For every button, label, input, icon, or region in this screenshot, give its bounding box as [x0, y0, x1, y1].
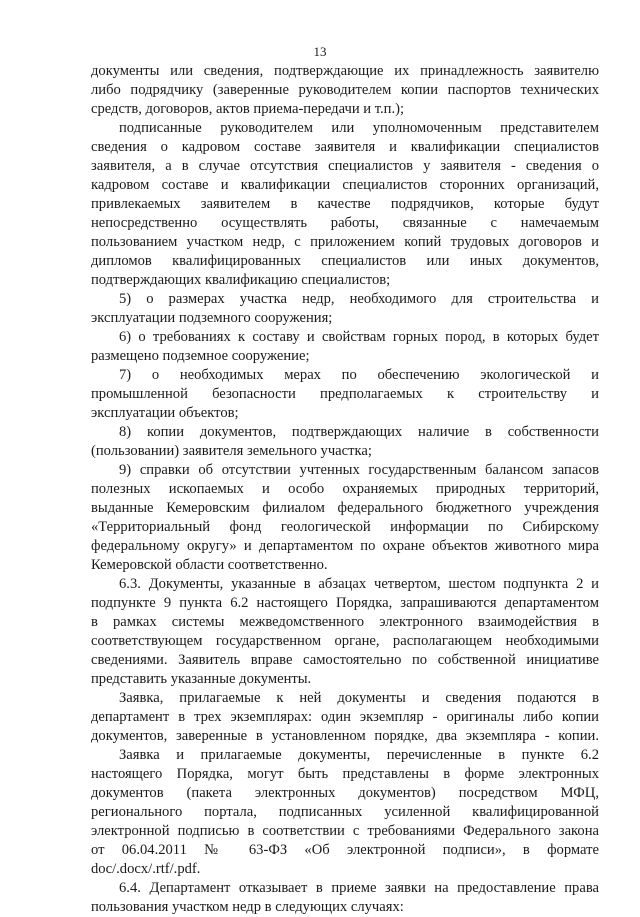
text-line: средств, договоров, актов приема-передачи и т.п.);	[91, 101, 405, 117]
text-line: заявителя, а в случае отсутствия специалистов у заявителя - сведения о	[91, 158, 599, 174]
page-number: 13	[313, 44, 327, 59]
text-line: пользованием участком недр, с приложением копий трудовых договоров и	[91, 234, 599, 250]
text-line: 9) справки об отсутствии учтенных государственным балансом запасов	[119, 462, 599, 478]
text-line: doc/.docx/.rtf/.pdf.	[91, 861, 201, 877]
text-line: эксплуатации объектов;	[91, 405, 239, 421]
text-line: пользования участком недр в следующих случаях:	[91, 899, 404, 915]
text-line: эксплуатации подземного сооружения;	[91, 310, 333, 326]
text-line: документов, заверенные в установленном порядке, два экземпляра - копии.	[91, 728, 599, 744]
text-line: Кемеровской области соответственно.	[91, 557, 328, 573]
text-line: 7) о необходимых мерах по обеспечению экологической и	[119, 367, 599, 383]
text-line: подпункте 9 пункта 6.2 настоящего Порядка, запрашиваются департаментом	[91, 595, 599, 611]
text-line: документов (пакета электронных документов) посредством МФЦ,	[91, 785, 599, 801]
text-line: регионального портала, подписанных усиленной квалифицированной	[91, 804, 599, 820]
text-line: сведения о кадровом составе заявителя и квалификации специалистов	[91, 139, 599, 155]
text-line: полезных ископаемых и особо охраняемых природных территорий,	[91, 481, 599, 497]
text-line: документы или сведения, подтверждающие их принадлежность заявителю	[91, 63, 599, 79]
text-line: Заявка, прилагаемые к ней документы и сведения подаются в	[119, 690, 599, 706]
text-line: 6) о требованиях к составу и свойствам горных пород, в которых будет	[119, 329, 599, 345]
text-line: (пользовании) заявителя земельного участка;	[91, 443, 372, 459]
text-line: «Территориальный фонд геологической информации по Сибирскому	[91, 519, 599, 535]
text-line: федеральному округу» и департаментом по охране объектов животного мира	[91, 538, 599, 554]
text-line: промышленной безопасности предполагаемых к строительству и	[91, 386, 599, 402]
text-line: привлекаемых заявителем в качестве подрядчиков, которые будут	[91, 196, 599, 212]
text-line: в рамках системы межведомственного электронного взаимодействия в	[91, 614, 599, 630]
text-line: размещено подземное сооружение;	[91, 348, 310, 364]
document-body	[91, 62, 599, 917]
text-line: Заявка и прилагаемые документы, перечисленные в пункте 6.2	[119, 747, 599, 763]
text-line: электронной подписью в соответствии с требованиями Федерального закона	[91, 823, 599, 839]
text-line: настоящего Порядка, могут быть представлены в форме электронных	[91, 766, 599, 782]
text-line: 6.4. Департамент отказывает в приеме заявки на предоставление права	[119, 880, 599, 896]
text-line: непосредственно осуществлять работы, связанные с намечаемым	[91, 215, 599, 231]
text-line: подписанные руководителем или уполномоченным представителем	[119, 120, 599, 136]
text-line: соответствующем государственном органе, располагающем необходимыми	[91, 633, 599, 649]
text-line: выданные Кемеровским филиалом федерального бюджетного учреждения	[91, 500, 599, 516]
text-line: департамент в трех экземплярах: один экземпляр - оригиналы либо копии	[91, 709, 599, 725]
text-line: дипломов квалифицированных специалистов или иных документов,	[91, 253, 599, 269]
text-line: 8) копии документов, подтверждающих наличие в собственности	[119, 424, 599, 440]
text-line: 5) о размерах участка недр, необходимого для строительства и	[119, 291, 599, 307]
text-line: либо подрядчику (заверенные руководителем копии паспортов технических	[91, 82, 599, 98]
text-line: сведениями. Заявитель вправе самостоятельно по собственной инициативе	[91, 652, 599, 668]
text-line: представить указанные документы.	[91, 671, 312, 687]
text-line: кадровом составе и квалификации специалистов сторонних организаций,	[91, 177, 599, 193]
text-line: от 06.04.2011 № 63-ФЗ «Об электронной подписи», в формате	[91, 842, 599, 858]
text-line: 6.3. Документы, указанные в абзацах четвертом, шестом подпункта 2 и	[119, 576, 599, 592]
text-line: подтверждающих квалификацию специалистов;	[91, 272, 391, 288]
